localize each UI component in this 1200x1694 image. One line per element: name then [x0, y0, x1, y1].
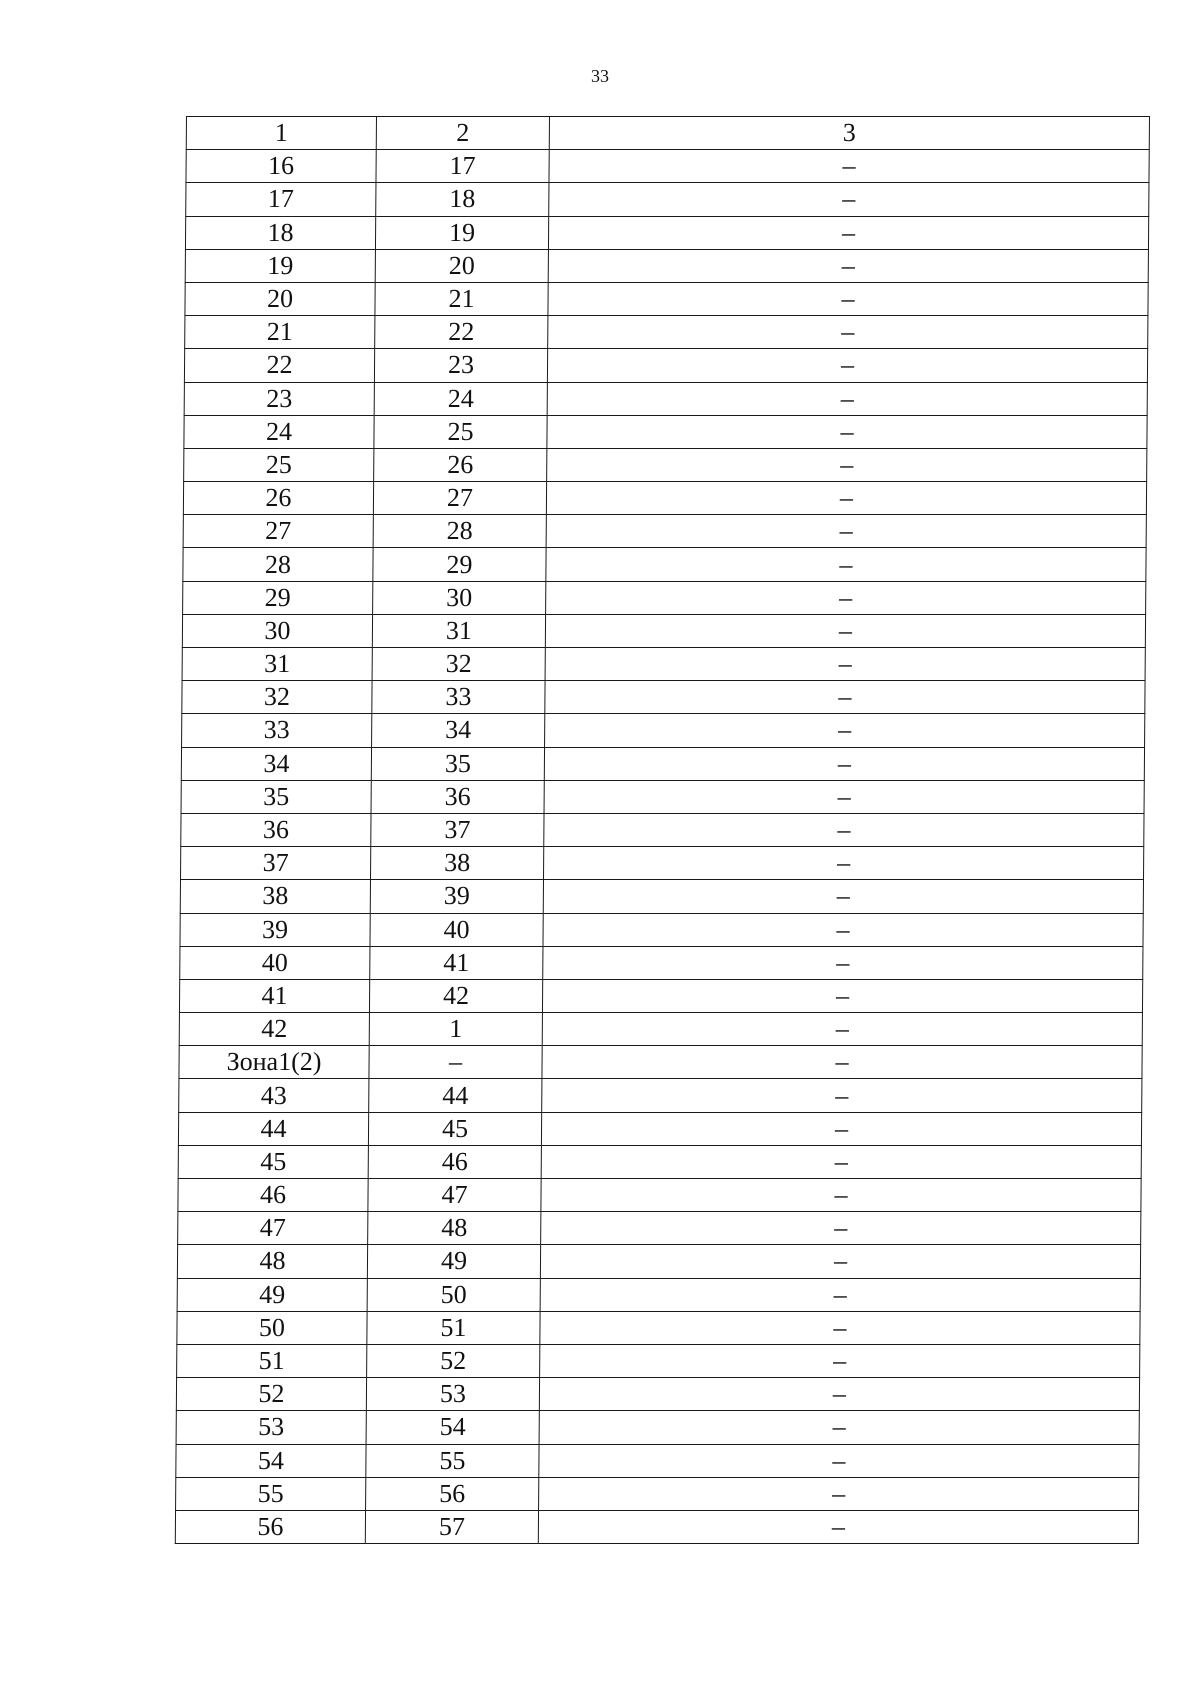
table-cell-col2: 34 — [372, 714, 545, 747]
table-cell-col3: – — [548, 316, 1148, 349]
table-cell-col2: 40 — [370, 913, 543, 946]
table-cell-col2: 53 — [366, 1378, 539, 1411]
table-cell-col2: 49 — [367, 1245, 540, 1278]
table-row — [177, 1245, 1140, 1278]
table-cell-col2: 23 — [374, 349, 547, 382]
table-cell-col1: 29 — [183, 581, 373, 614]
table-row — [184, 415, 1147, 448]
table-cell-col1: Зона1(2) — [179, 1046, 369, 1079]
table-row — [184, 349, 1147, 382]
table-cell-col2: 44 — [369, 1079, 542, 1112]
table-cell-col3: – — [547, 415, 1147, 448]
table-cell-col1: 47 — [178, 1212, 368, 1245]
table-cell-col1: 35 — [181, 780, 371, 813]
header-cell-col3: 3 — [549, 117, 1149, 150]
table-cell-col1: 23 — [184, 382, 374, 415]
table-row — [182, 681, 1145, 714]
table-cell-col3: – — [544, 813, 1144, 846]
table-cell-col3: – — [540, 1245, 1140, 1278]
table-cell-col3: – — [547, 448, 1147, 481]
header-cell-col1: 1 — [186, 117, 376, 150]
table-cell-col1: 51 — [177, 1344, 367, 1377]
table-cell-col1: 16 — [186, 150, 376, 183]
table-cell-col1: 53 — [176, 1411, 366, 1444]
table-cell-col2: 38 — [371, 847, 544, 880]
table-row — [177, 1311, 1140, 1344]
table-cell-col2: 50 — [367, 1278, 540, 1311]
table-row — [181, 747, 1144, 780]
table-row — [180, 946, 1143, 979]
table-cell-col3: – — [548, 216, 1148, 249]
table-row — [179, 979, 1142, 1012]
table-cell-col1: 31 — [182, 648, 372, 681]
table-row — [178, 1179, 1141, 1212]
table-row — [184, 382, 1147, 415]
table-body — [175, 117, 1149, 1544]
table-row — [175, 1510, 1138, 1543]
table-cell-col1: 54 — [176, 1444, 366, 1477]
table-row — [186, 150, 1149, 183]
table-cell-col2: 57 — [365, 1510, 538, 1543]
table-cell-col3: – — [544, 780, 1144, 813]
table-cell-col2: 19 — [375, 216, 548, 249]
table-row — [176, 1444, 1139, 1477]
table-row — [182, 714, 1145, 747]
table-cell-col3: – — [540, 1344, 1140, 1377]
table-cell-col1: 28 — [183, 548, 373, 581]
table-cell-col1: 32 — [182, 681, 372, 714]
table-cell-col3: – — [541, 1179, 1141, 1212]
table-cell-col1: 45 — [178, 1145, 368, 1178]
table-row — [185, 316, 1148, 349]
table-cell-col3: – — [541, 1112, 1141, 1145]
table-cell-col2: 18 — [376, 183, 549, 216]
table-cell-col2: 32 — [372, 648, 545, 681]
table-row — [176, 1411, 1139, 1444]
table-cell-col3: – — [545, 614, 1145, 647]
page-number: 33 — [591, 66, 609, 86]
table-cell-col2: 27 — [373, 482, 546, 515]
table-row — [183, 482, 1146, 515]
table-cell-col1: 52 — [176, 1378, 366, 1411]
table-cell-col2: 21 — [375, 282, 548, 315]
table-row — [179, 1013, 1142, 1046]
table-cell-col1: 21 — [185, 316, 375, 349]
table-cell-col2: 1 — [369, 1013, 542, 1046]
table-row — [183, 515, 1146, 548]
table-cell-col3: – — [542, 1079, 1142, 1112]
table-cell-col1: 41 — [179, 979, 369, 1012]
table-cell-col2: 48 — [368, 1212, 541, 1245]
table-cell-col2: 30 — [373, 581, 546, 614]
table-cell-col1: 26 — [183, 482, 373, 515]
header-cell-col2: 2 — [376, 117, 549, 150]
table-cell-col2: 52 — [367, 1344, 540, 1377]
table-cell-col3: – — [542, 1013, 1142, 1046]
table-cell-col3: – — [545, 648, 1145, 681]
table-cell-col2: 26 — [374, 448, 547, 481]
table-row — [184, 448, 1147, 481]
table-row — [180, 880, 1143, 913]
table-row — [182, 614, 1145, 647]
table-cell-col3: – — [542, 1046, 1142, 1079]
table-cell-col3: – — [546, 548, 1146, 581]
table-cell-col1: 42 — [179, 1013, 369, 1046]
table-cell-col2: 22 — [375, 316, 548, 349]
table-cell-col2: – — [369, 1046, 542, 1079]
table-cell-col1: 22 — [184, 349, 374, 382]
table-cell-col2: 41 — [370, 946, 543, 979]
table-cell-col3: – — [541, 1212, 1141, 1245]
table-cell-col2: 20 — [375, 249, 548, 282]
table-cell-col2: 56 — [366, 1477, 539, 1510]
table-cell-col3: – — [549, 183, 1149, 216]
table-cell-col1: 37 — [181, 847, 371, 880]
table-cell-col1: 49 — [177, 1278, 367, 1311]
table-cell-col1: 43 — [179, 1079, 369, 1112]
table-cell-col1: 36 — [181, 813, 371, 846]
table-cell-col3: – — [538, 1510, 1138, 1543]
table-cell-col1: 19 — [185, 249, 375, 282]
table-cell-col3: – — [548, 249, 1148, 282]
table-row — [181, 813, 1144, 846]
table-cell-col1: 18 — [185, 216, 375, 249]
table-cell-col1: 30 — [182, 614, 372, 647]
table-cell-col1: 55 — [176, 1477, 366, 1510]
table-cell-col3: – — [544, 747, 1144, 780]
table-cell-col2: 46 — [368, 1145, 541, 1178]
table-cell-col2: 25 — [374, 415, 547, 448]
table-cell-col3: – — [542, 979, 1142, 1012]
table-row — [183, 581, 1146, 614]
table-cell-col3: – — [545, 681, 1145, 714]
table-cell-col2: 31 — [372, 614, 545, 647]
table-cell-col3: – — [540, 1311, 1140, 1344]
table-cell-col3: – — [548, 282, 1148, 315]
table-header-row — [186, 117, 1149, 150]
table-cell-col3: – — [540, 1278, 1140, 1311]
table-cell-col2: 17 — [376, 150, 549, 183]
table-row — [178, 1112, 1141, 1145]
table-row — [177, 1278, 1140, 1311]
table-cell-col1: 33 — [182, 714, 372, 747]
table-row — [185, 249, 1148, 282]
table-cell-col3: – — [539, 1378, 1139, 1411]
table-cell-col1: 40 — [180, 946, 370, 979]
table-cell-col2: 55 — [366, 1444, 539, 1477]
table-cell-col1: 20 — [185, 282, 375, 315]
table-cell-col3: – — [544, 847, 1144, 880]
table-cell-col1: 24 — [184, 415, 374, 448]
table-cell-col3: – — [539, 1411, 1139, 1444]
table-cell-col2: 33 — [372, 681, 545, 714]
table-cell-col3: – — [539, 1477, 1139, 1510]
table-cell-col1: 56 — [175, 1510, 365, 1543]
table-row — [180, 913, 1143, 946]
table-cell-col3: – — [545, 714, 1145, 747]
table-cell-col2: 37 — [371, 813, 544, 846]
table-cell-col1: 34 — [181, 747, 371, 780]
table-row — [178, 1145, 1141, 1178]
table-cell-col3: – — [543, 913, 1143, 946]
table-cell-col1: 25 — [184, 448, 374, 481]
table-cell-col3: – — [543, 880, 1143, 913]
table-cell-col3: – — [547, 349, 1147, 382]
table-row — [185, 282, 1148, 315]
table-cell-col2: 39 — [370, 880, 543, 913]
table-cell-col3: – — [546, 515, 1146, 548]
table-row — [186, 183, 1149, 216]
table-row — [177, 1344, 1140, 1377]
table-cell-col2: 24 — [374, 382, 547, 415]
table-cell-col2: 36 — [371, 780, 544, 813]
table-cell-col3: – — [546, 581, 1146, 614]
table-cell-col2: 45 — [368, 1112, 541, 1145]
table-cell-col3: – — [546, 482, 1146, 515]
table-row — [176, 1378, 1139, 1411]
table-row — [182, 648, 1145, 681]
table-cell-col2: 42 — [369, 979, 542, 1012]
coordinates-table — [175, 116, 1150, 1544]
table-cell-col3: – — [549, 150, 1149, 183]
table-cell-col1: 17 — [186, 183, 376, 216]
table-cell-col1: 27 — [183, 515, 373, 548]
table-cell-col1: 48 — [177, 1245, 367, 1278]
table-row — [179, 1046, 1142, 1079]
table-row — [178, 1212, 1141, 1245]
table-row — [181, 780, 1144, 813]
table-cell-col1: 44 — [178, 1112, 368, 1145]
table-cell-col2: 29 — [373, 548, 546, 581]
table-row — [176, 1477, 1139, 1510]
table-cell-col1: 46 — [178, 1179, 368, 1212]
table-cell-col2: 51 — [367, 1311, 540, 1344]
table-row — [179, 1079, 1142, 1112]
table-cell-col2: 28 — [373, 515, 546, 548]
table-cell-col3: – — [541, 1145, 1141, 1178]
table-cell-col1: 38 — [180, 880, 370, 913]
table-cell-col3: – — [543, 946, 1143, 979]
table-cell-col3: – — [539, 1444, 1139, 1477]
table-row — [181, 847, 1144, 880]
table-cell-col2: 54 — [366, 1411, 539, 1444]
table-row — [183, 548, 1146, 581]
table-cell-col1: 39 — [180, 913, 370, 946]
table-cell-col1: 50 — [177, 1311, 367, 1344]
table-cell-col2: 35 — [371, 747, 544, 780]
table-cell-col3: – — [547, 382, 1147, 415]
table-cell-col2: 47 — [368, 1179, 541, 1212]
table-row — [185, 216, 1148, 249]
